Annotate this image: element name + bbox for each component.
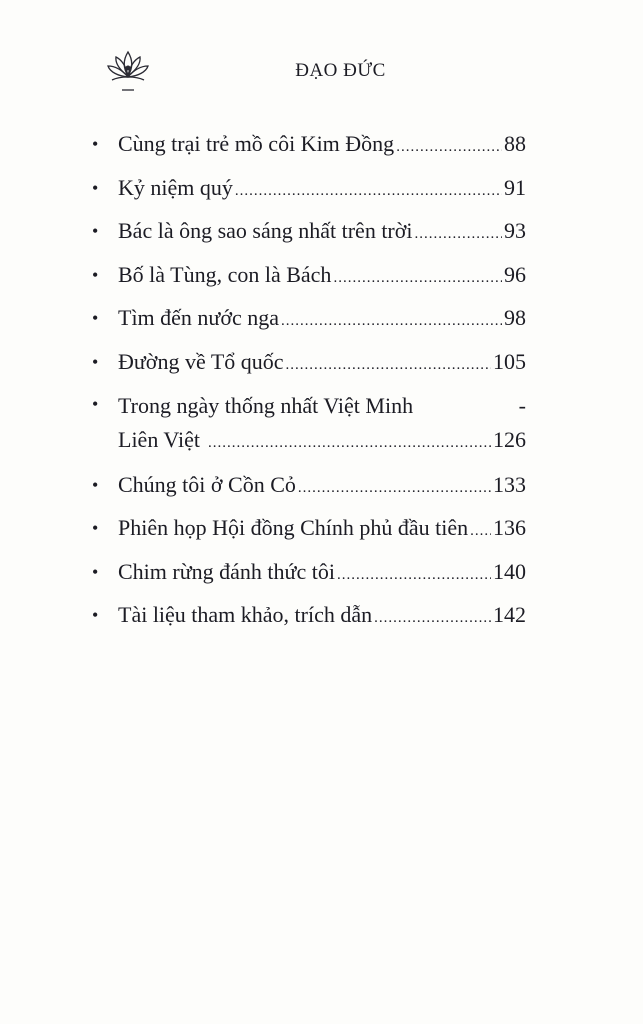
toc-title: Tài liệu tham khảo, trích dẫn xyxy=(118,602,373,628)
dot-leader xyxy=(208,427,491,459)
toc-page: 136 xyxy=(493,515,526,541)
toc-title: Bác là ông sao sáng nhất trên trời xyxy=(118,218,413,244)
dot-leader xyxy=(286,345,491,386)
toc-title: Chim rừng đánh thức tôi xyxy=(118,558,335,584)
bullet-icon: • xyxy=(92,134,99,154)
bullet-icon: • xyxy=(92,561,99,582)
toc-hyphen: - xyxy=(518,392,526,418)
toc-entry[interactable] xyxy=(92,508,526,552)
toc-page: 93 xyxy=(504,218,526,244)
bullet-icon: • xyxy=(92,393,99,414)
toc-entry[interactable] xyxy=(92,255,526,299)
toc-page: 105 xyxy=(493,348,526,374)
bullet-icon: • xyxy=(92,474,99,495)
dot-leader xyxy=(333,258,502,299)
bullet-icon: • xyxy=(92,308,99,329)
dot-leader xyxy=(337,555,491,596)
dot-leader xyxy=(235,171,502,212)
toc-title-line2: Liên Việt xyxy=(118,426,200,452)
toc-page: 98 xyxy=(504,305,526,331)
toc-entry[interactable] xyxy=(92,124,526,168)
toc-title: Tìm đến nước nga xyxy=(118,305,280,331)
toc-entry[interactable] xyxy=(92,211,526,255)
dot-leader xyxy=(281,301,502,342)
toc-page: 140 xyxy=(493,558,526,584)
toc-title: Cùng trại trẻ mồ côi Kim Đồng xyxy=(118,131,395,156)
toc-page: 133 xyxy=(493,471,526,497)
toc-entry[interactable] xyxy=(92,552,526,596)
dot-leader xyxy=(374,598,491,639)
dot-leader xyxy=(415,214,503,255)
toc-entry[interactable] xyxy=(92,465,526,509)
toc-title: Phiên họp Hội đồng Chính phủ đầu tiên xyxy=(118,515,469,541)
toc-page: 96 xyxy=(504,261,526,287)
toc-title-line1: Trong ngày thống nhất Việt Minh xyxy=(118,392,414,418)
bullet-icon: • xyxy=(92,518,99,539)
toc-page: 88 xyxy=(504,131,526,156)
bullet-icon: • xyxy=(92,351,99,372)
toc-page: 142 xyxy=(493,602,526,628)
toc-title: Bố là Tùng, con là Bách xyxy=(118,261,332,287)
bullet-icon: • xyxy=(92,605,99,626)
toc-title: Đường về Tổ quốc xyxy=(118,348,284,374)
bullet-icon: • xyxy=(92,264,99,285)
toc-page: 126 xyxy=(493,426,526,452)
toc-entry[interactable] xyxy=(92,386,526,465)
toc-entry[interactable] xyxy=(92,595,526,639)
page-header-title: ĐẠO ĐỨC xyxy=(295,60,386,81)
toc-title: Chúng tôi ở Cồn Cỏ xyxy=(118,471,296,497)
bullet-icon: • xyxy=(92,221,99,242)
toc-entry[interactable] xyxy=(92,298,526,342)
bullet-icon: • xyxy=(92,177,99,198)
toc-page: 91 xyxy=(504,174,526,200)
dot-leader xyxy=(298,468,491,509)
toc-entry[interactable] xyxy=(92,342,526,386)
dot-leader xyxy=(470,511,491,552)
toc-title: Kỷ niệm quý xyxy=(118,174,233,200)
table-of-contents xyxy=(92,124,526,639)
toc-entry[interactable] xyxy=(92,168,526,212)
dot-leader xyxy=(396,127,502,168)
